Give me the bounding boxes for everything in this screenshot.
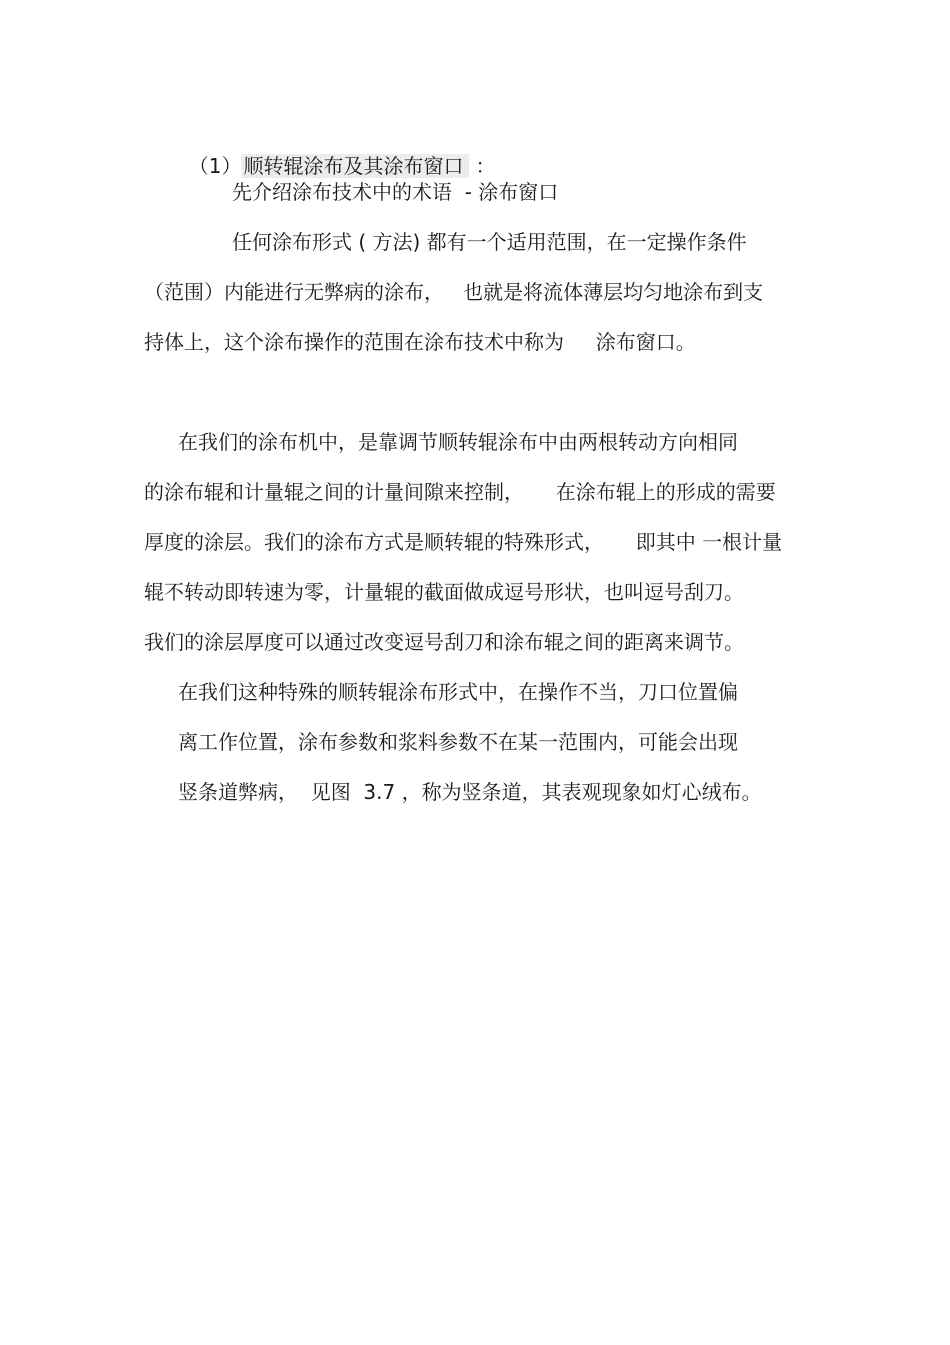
paragraph2-line: 厚度的涂层。我们的涂布方式是顺转辊的特殊形式， 即其中 一根计量 (144, 530, 783, 554)
paragraph2-line: 的涂布辊和计量辊之间的计量间隙来控制， 在涂布辊上的形成的需要 (144, 480, 776, 504)
paragraph1-line: 先介绍涂布技术中的术语 - 涂布窗口 (232, 180, 559, 204)
paragraph2-line: 辊不转动即转速为零，计量辊的截面做成逗号形状，也叫逗号刮刀。 (144, 580, 744, 604)
paragraph1-line: （范围）内能进行无弊病的涂布， 也就是将流体薄层均匀地涂布到支 (144, 280, 764, 304)
paragraph1-line: 任何涂布形式 ( 方法) 都有一个适用范围，在一定操作条件 (232, 230, 747, 254)
paragraph3-line: 离工作位置，涂布参数和浆料参数不在某一范围内，可能会出现 (178, 730, 738, 754)
paragraph2-line: 我们的涂层厚度可以通过改变逗号刮刀和涂布辊之间的距离来调节。 (144, 630, 744, 654)
paragraph2-line: 在我们的涂布机中，是靠调节顺转辊涂布中由两根转动方向相同 (178, 430, 738, 454)
paragraph3-line: 在我们这种特殊的顺转辊涂布形式中，在操作不当，刀口位置偏 (178, 680, 738, 704)
paragraph3-line: 竖条道弊病， 见图 3.7 ，称为竖条道，其表观现象如灯心绒布。 (178, 780, 762, 804)
section-heading (176, 130, 495, 178)
paragraph1-line: 持体上，这个涂布操作的范围在涂布技术中称为 涂布窗口。 (144, 330, 696, 354)
section-title: 顺转辊涂布及其涂布窗口 (241, 154, 469, 178)
section-colon: ： (475, 154, 496, 178)
section-number: （1） (188, 154, 242, 178)
